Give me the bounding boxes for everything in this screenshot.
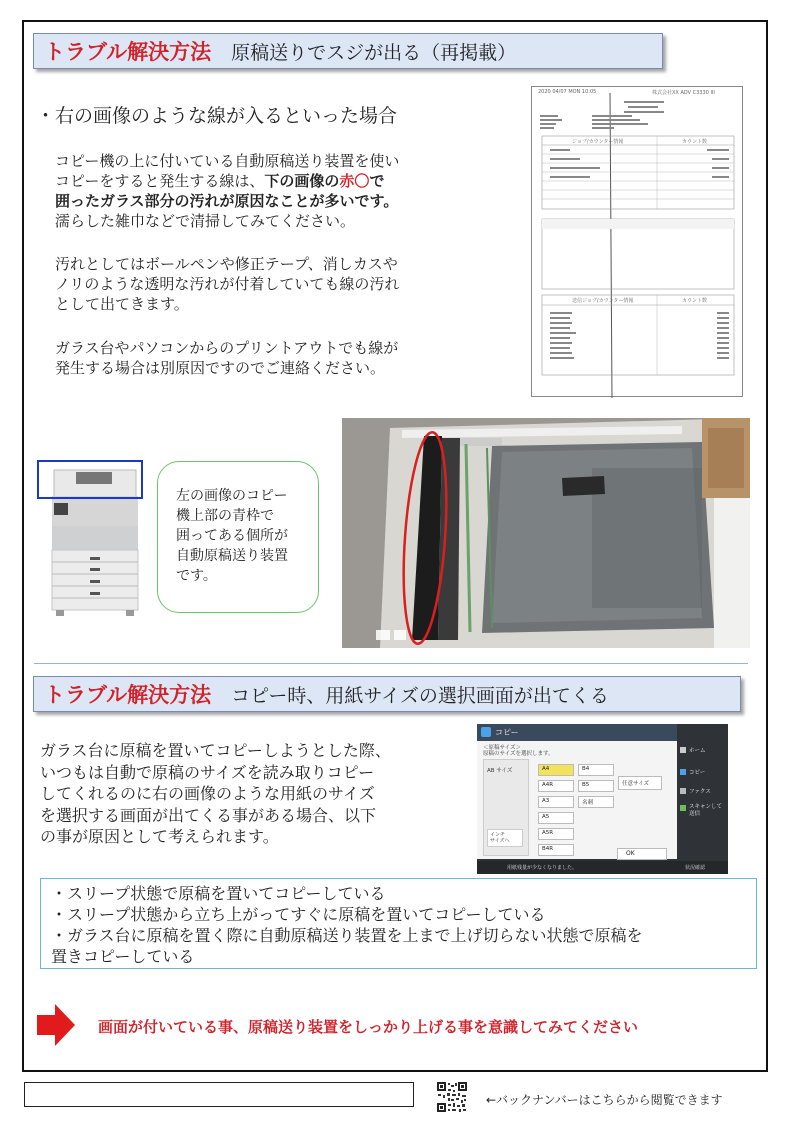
p3-line1: ガラス台やパソコンからのプリントアウトでも線が (55, 339, 399, 357)
home-icon (680, 747, 686, 753)
size-a4r-button[interactable]: A4R (538, 780, 574, 792)
size-meishi-button[interactable]: 名刺 (578, 796, 614, 808)
callout-line5: です。 (176, 568, 217, 584)
screen-status-right[interactable]: 状況確認 (685, 865, 706, 871)
callout-line2: 機上部の青枠で (176, 508, 274, 524)
screen-status-text: 用紙残量が少なくなりました。 (507, 865, 578, 871)
section1-subtitle: 原稿送りでスジが出る（再掲載） (231, 41, 517, 64)
section2-banner (33, 676, 741, 712)
glass-photo (342, 418, 750, 648)
screen-inch-button[interactable]: インチ サイズへ (487, 829, 523, 847)
p1-line2-b: 下の画像の (264, 172, 340, 190)
section2-lead: トラブル解決方法 (44, 683, 212, 707)
copier-screen-image (477, 724, 728, 874)
size-a4-button[interactable]: A4 (538, 764, 574, 776)
size-a5-button[interactable]: A5 (538, 812, 574, 824)
printout-table2-col: カウント数 (682, 298, 708, 304)
p1-line4: 濡らした雑巾などで清掃してみてください。 (55, 212, 356, 230)
adf-callout (157, 461, 319, 613)
cause-1: ・スリープ状態で原稿を置いてコピーしている (51, 884, 386, 903)
p1-line1: コピー機の上に付いている自動原稿送り装置を使い (55, 152, 400, 170)
qr-code-icon[interactable] (436, 1081, 468, 1113)
s2-body-line3: してくれるのに右の画像のような用紙のサイズ (40, 784, 375, 803)
p1-line2-a: コピーをすると発生する線は、 (55, 172, 265, 190)
size-b4r-button[interactable]: B4R (538, 844, 574, 856)
section2-subtitle: コピー時、用紙サイズの選択画面が出てくる (231, 684, 609, 707)
cause-3-cont: 置きコピーしている (51, 947, 195, 966)
section1-heading: ・右の画像のような線が入るといった場合 (36, 105, 398, 127)
screen-title: コピー (495, 728, 519, 737)
printout-table2-title: 送信ジョブ/カウンター情報 (572, 298, 634, 304)
p1-line3: 囲ったガラス部分の汚れが原因なことが多いです。 (55, 192, 399, 210)
s2-body-line2: いつもは自動で原稿のサイズを読み取りコピー (40, 762, 375, 782)
s2-body-line4: を選択する画面が出てくる事がある場合、以下 (40, 805, 377, 825)
free-size-button[interactable]: 任意サイズ (618, 776, 662, 790)
size-a5r-button[interactable]: A5R (538, 828, 574, 840)
backnumber-note: ←バックナンバーはこちらから閲覧できます (486, 1093, 723, 1107)
screen-side-nav (678, 741, 728, 861)
footer-box (24, 1082, 414, 1107)
p3-line2: 発生する場合は別原因ですのでご連絡ください。 (55, 359, 386, 377)
screen-prompt2: 原稿のサイズを選択します。 (483, 751, 554, 757)
printout-table1-title: ジョブ/カウンター情報 (572, 139, 624, 145)
section1-lead: トラブル解決方法 (44, 40, 212, 64)
cause-3: ・ガラス台に原稿を置く際に自動原稿送り装置を上まで上げ切らない状態で原稿を (51, 926, 643, 945)
section1-paragraph2 (55, 254, 475, 314)
copier-image (36, 458, 148, 620)
nav-copy[interactable]: コピー (689, 770, 706, 776)
callout-line1: 左の画像のコピー (176, 488, 288, 504)
size-b4-button[interactable]: B4 (578, 764, 614, 776)
printout-image (531, 86, 743, 397)
screen-ab-label: AB サイズ (487, 768, 513, 774)
section1-paragraph3 (55, 338, 475, 378)
section1-paragraph1 (55, 151, 475, 231)
printout-table1-col: カウント数 (682, 139, 708, 145)
screen-prompt: ＜原稿サイズ＞ (483, 745, 522, 751)
p1-line2-c: で (369, 172, 385, 190)
right-arrow-icon (37, 1004, 75, 1046)
s2-body-line5: の事が原因として考えられます。 (40, 827, 279, 846)
nav-fax[interactable]: ファクス (689, 789, 711, 795)
copy-nav-icon (680, 769, 686, 775)
p2-line1: 汚れとしてはボールペンや修正テープ、消しカスや (55, 255, 398, 273)
p2-line2: ノリのような透明な汚れが付着していても線の汚れ (55, 275, 400, 293)
fax-icon (680, 788, 686, 794)
causes-box (40, 878, 757, 969)
callout-line4: 自動原稿送り装置 (176, 548, 288, 564)
cause-2: ・スリープ状態から立ち上がってすぐに原稿を置いてコピーしている (51, 905, 546, 924)
callout-line3: 囲ってある個所が (176, 528, 288, 544)
section1-banner (33, 33, 663, 69)
ok-button[interactable]: OK (617, 848, 667, 860)
size-a3-button[interactable]: A3 (538, 796, 574, 808)
printout-header-right: 株式会社XX ADV C3330 III (652, 90, 715, 96)
scan-icon (680, 805, 686, 811)
size-b5-button[interactable]: B5 (578, 780, 614, 792)
p1-line2 (55, 171, 475, 191)
section-divider (34, 663, 748, 664)
p2-line3: として出てきます。 (55, 295, 189, 313)
nav-scan-send[interactable]: スキャンして 送信 (689, 804, 723, 817)
conclusion-text: 画面が付いている事、原稿送り装置をしっかり上げる事を意識してみてください (98, 1018, 639, 1036)
copy-icon (481, 727, 491, 737)
printout-header-left: 2020 04/07 MON 10:05 (538, 89, 597, 95)
p1-red-circle: 赤〇 (339, 172, 370, 190)
s2-body-line1: ガラス台に原稿を置いてコピーしようとした際、 (40, 741, 391, 760)
nav-home[interactable]: ホーム (689, 748, 706, 754)
section2-body (40, 740, 460, 848)
